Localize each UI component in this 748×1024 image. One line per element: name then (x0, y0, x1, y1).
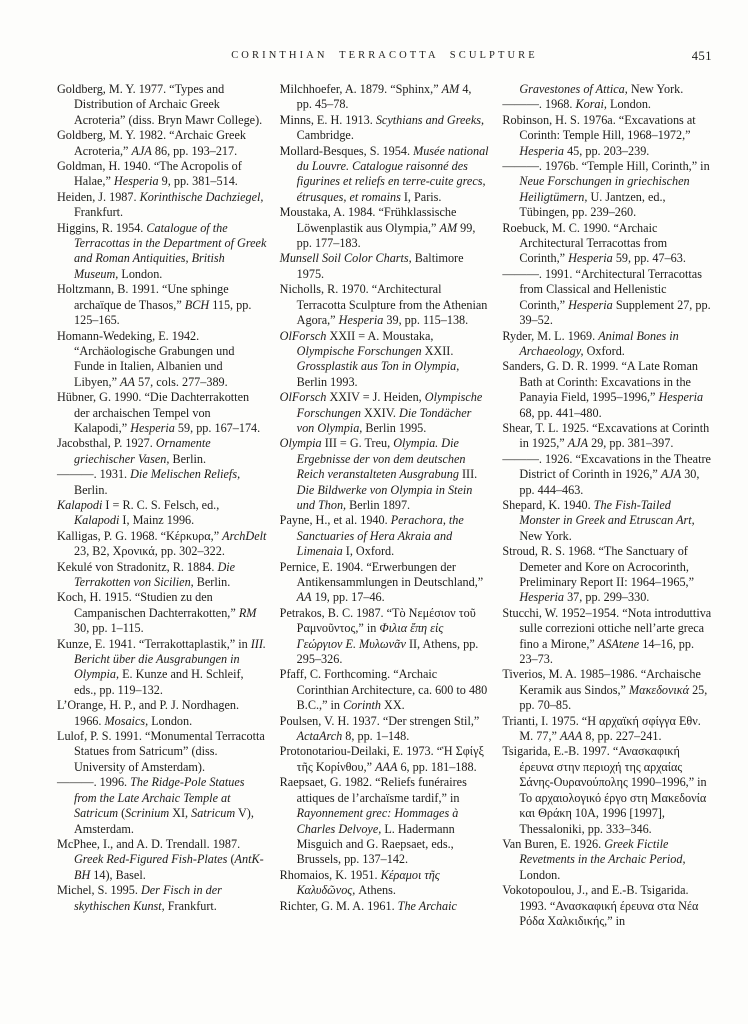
bib-entry (280, 329, 490, 391)
text-run: 30, pp. 444–463. (519, 467, 700, 497)
text-run: Cambridge. (296, 128, 354, 143)
text-run: Michel, S. 1995. (57, 883, 141, 898)
text-run: AJA (131, 143, 152, 158)
text-run: 14), Basel. (90, 867, 146, 882)
bibliography-column (280, 82, 490, 929)
text-run: XXIV = J. Heiden, (326, 390, 425, 405)
text-run: 6, pp. 181–188. (397, 759, 477, 774)
text-run: 23, B2, Χρονικά, pp. 302–322. (74, 544, 225, 559)
text-run: OlForsch (279, 390, 327, 405)
text-run: I, Mainz 1996. (119, 513, 195, 528)
bib-entry (57, 190, 267, 221)
text-run: III. Bericht über die Ausgrabungen in Olympia, (74, 636, 266, 682)
text-run: Hesperia (568, 251, 613, 266)
bib-entry (502, 606, 712, 668)
text-run: Van Buren, E. 1926. (502, 836, 605, 851)
bib-entry (57, 82, 267, 128)
text-run: 29, pp. 381–397. (588, 436, 674, 451)
text-run: The Archaic (397, 898, 457, 913)
bib-entry (502, 421, 712, 452)
text-run: ArchDelt (222, 528, 267, 543)
text-run: Homann-Wedeking, E. 1942. “Archäologische Grabungen und Funde in Italien, Albanien und Libyen,” (57, 328, 235, 389)
bib-entry (57, 698, 267, 729)
text-run: XXII. (421, 343, 454, 358)
text-run: Satricum (191, 806, 236, 821)
text-run: Der Fisch in der skythischen Kunst, (74, 883, 222, 913)
text-run: AA (296, 590, 312, 605)
text-run: Rayonnement grec: Hommages à Charles Delvoye, (296, 806, 459, 836)
text-run: AJA (660, 467, 682, 482)
text-run: The Fish-Tailed Monster in Greek and Etruscan Art, (519, 497, 695, 528)
text-run: Φιλια ἔπη εἰς Γεώργιον Ε. Μυλωνᾶν (296, 621, 444, 651)
bib-entry (502, 883, 712, 929)
text-run: Richter, G. M. A. 1961. (279, 898, 398, 913)
bib-entry (280, 282, 490, 328)
bib-entry (502, 544, 712, 606)
text-run: Scrinium (125, 806, 170, 821)
text-run: 37, pp. 299–330. (564, 590, 650, 605)
text-run: ΑΑΑ (375, 759, 398, 774)
text-run: The Ridge-Pole Statues from the Late Archaic Temple at Satricum (74, 775, 245, 821)
text-run: AM (439, 220, 458, 235)
text-run: 39, pp. 115–138. (383, 313, 469, 328)
text-run: Animal Bones in Archaeology, (519, 328, 679, 358)
text-run: ———. 1968. (502, 97, 576, 112)
bib-entry (280, 775, 490, 867)
bib-entry (280, 436, 490, 513)
text-run: ΑΑΑ (559, 729, 583, 744)
text-run: Mosaics, (104, 713, 149, 728)
bib-entry (502, 359, 712, 421)
text-run: Roebuck, M. C. 1990. “Archaic Architectural Terracottas from Corinth,” (502, 220, 668, 266)
text-run: Scythians and Greeks, (375, 112, 485, 127)
text-run: 8, pp. 227–241. (582, 729, 662, 744)
bib-entry (502, 82, 712, 97)
text-run: Olympia (279, 436, 322, 451)
text-run: Olympia. Die Ergebnisse der von dem deutschen Reich veranstalteten Ausgrabung (296, 436, 466, 482)
bib-entry (57, 436, 267, 467)
text-run: ASAtene (597, 636, 640, 651)
text-run: Rhomaios, K. 1951. (279, 867, 381, 882)
text-run: L. Hadermann Misguich and G. Raepsaet, eds., Brussels, pp. 137–142. (296, 821, 455, 867)
bib-entry (57, 282, 267, 328)
text-run: Trianti, I. 1975. “Η αρχαϊκή σφίγγα Εθν. Μ. 77,” (502, 713, 701, 744)
text-run: Oxford. (583, 343, 625, 358)
text-run: Μακεδονικά (629, 682, 690, 697)
text-run: AM (441, 82, 460, 96)
bib-entry (280, 144, 490, 206)
text-run: Hesperia (519, 590, 565, 605)
text-run: Raepsaet, G. 1982. “Reliefs funéraires attiques de l’archaïsme tardif,” in (279, 775, 467, 805)
text-run: Neue Forschungen in griechischen Heiligtümern, (519, 174, 690, 204)
text-run: Protonotariou-Deilaki, E. 1973. “Ἡ Σφίγξ τῆς Κορίνθου,” (279, 744, 484, 774)
bib-entry (502, 714, 712, 745)
text-run: XI, (169, 806, 192, 821)
text-run: 57, cols. 277–389. (134, 374, 228, 389)
text-run: Hübner, G. 1990. “Die Dachterrakotten der archaischen Tempel von Kalapodi,” (57, 390, 250, 435)
text-run: E. Kunze and H. Schleif, eds., pp. 119–132. (74, 667, 244, 697)
text-run: London. (519, 867, 561, 882)
text-run: 99, pp. 177–183. (296, 220, 476, 251)
text-run: McPhee, I., and A. D. Trendall. 1987. (57, 836, 241, 851)
text-run: Shepard, K. 1940. (502, 497, 594, 512)
text-run: ———. 1931. (57, 467, 131, 482)
text-run: Die Tondächer von Olympia, (296, 405, 472, 435)
bib-entry (502, 452, 712, 498)
bib-entry (57, 498, 267, 529)
text-run: 59, pp. 167–174. (174, 420, 261, 435)
text-run: Hesperia (519, 143, 565, 158)
text-run: XXIV. (360, 405, 400, 420)
text-run: Baltimore 1975. (296, 251, 464, 281)
text-run: II, Athens, pp. 295–326. (296, 636, 479, 667)
bib-entry (57, 128, 267, 159)
text-run: Frankfurt. (74, 205, 124, 220)
text-run: Koch, H. 1915. “Studien zu den Campanischen Dachterrakotten,” (57, 590, 239, 620)
text-run: 4, pp. 45–78. (296, 82, 472, 112)
text-run: 68, pp. 441–480. (519, 405, 602, 420)
text-run: 86, pp. 193–217. (151, 143, 238, 158)
bib-entry (57, 729, 267, 775)
bib-entry (280, 513, 490, 559)
bib-entry (280, 390, 490, 436)
bib-entry (502, 97, 712, 112)
text-run: ( (227, 852, 235, 867)
bib-entry (57, 775, 267, 837)
text-run: Musée national du Louvre. Catalogue raisonné des figurines et reliefs en terre-cuite grecs, étrusques, et romains (296, 143, 489, 204)
text-run: ———. 1991. “Architectural Terracottas from Classical and Hellenistic Corinth,” (502, 266, 702, 312)
text-run: 19, pp. 17–46. (311, 590, 385, 605)
text-run: Kalapodi (74, 513, 120, 528)
bib-entry (502, 267, 712, 329)
text-run: London. (148, 713, 193, 728)
bib-entry (57, 329, 267, 391)
text-run: Hesperia (113, 174, 159, 189)
text-run: Frankfurt. (164, 898, 217, 913)
text-run: III = G. Treu, (321, 436, 394, 451)
text-run: Hesperia (338, 313, 384, 328)
text-run: Heiden, J. 1987. (57, 189, 140, 204)
bib-entry (502, 667, 712, 713)
text-run: Lulof, P. S. 1991. “Monumental Terracotta Statues from Satricum” (diss. University of Amsterdam). (57, 729, 265, 774)
text-run: Berlin 1995. (362, 420, 427, 435)
bib-entry (280, 714, 490, 745)
text-run: AJA (567, 436, 589, 451)
text-run: Grossplastik aus Ton in Olympia, (296, 359, 460, 374)
text-run: Die Terrakotten von Sicilien, (74, 559, 236, 589)
text-run: XXII = A. Moustaka, (326, 328, 434, 343)
bib-entry (502, 744, 712, 836)
bib-entry (280, 899, 490, 914)
text-run: Vokotopoulou, J., and E.-B. Tsigarida. 1993. “Ανασκαφική έρευνα στα Νέα Ρόδα Χαλκιδικής,” in (502, 883, 699, 928)
bibliography-column (502, 82, 712, 929)
text-run: AA (120, 374, 135, 389)
bib-entry (502, 221, 712, 267)
text-run: 115, pp. 125–165. (74, 297, 252, 328)
text-run: Korinthische Dachziegel, (139, 189, 264, 204)
text-run: Shear, T. L. 1925. “Excavations at Corinth in 1925,” (502, 420, 710, 451)
bib-entry (57, 590, 267, 636)
bib-entry (502, 159, 712, 221)
text-run: III. (458, 467, 478, 482)
text-run: V), Amsterdam. (74, 806, 254, 836)
bib-entry (280, 868, 490, 899)
text-run: Hesperia (130, 420, 175, 435)
text-run: Kunze, E. 1941. “Terrakottaplastik,” in (57, 636, 251, 651)
text-run: Berlin. (74, 482, 108, 497)
text-run: Tiverios, M. A. 1985–1986. “Archaische Keramik aus Sindos,” (502, 667, 701, 697)
bib-entry (502, 837, 712, 883)
text-run: ———. 1926. “Excavations in the Theatre District of Corinth in 1926,” (502, 451, 711, 482)
text-run: Petrakos, B. C. 1987. “Τὸ Νεμέσιον τοῦ Ραμνοῦντος,” in (279, 605, 476, 636)
bib-entry (57, 467, 267, 498)
text-run: Moustaka, A. 1984. “Frühklassische Löwenplastik aus Olympia,” (279, 205, 457, 235)
bib-entry (57, 560, 267, 591)
bib-entry (280, 205, 490, 251)
text-run: 9, pp. 381–514. (158, 174, 238, 189)
bibliography-column (57, 82, 267, 929)
bib-entry (57, 390, 267, 436)
page-number: 451 (691, 49, 712, 63)
bibliography-columns (57, 82, 712, 929)
text-run: Poulsen, V. H. 1937. “Der strengen Stil,” (279, 713, 480, 728)
bib-entry (280, 667, 490, 713)
bib-entry (280, 251, 490, 282)
text-run: Catalogue of the Terracottas in the Department of Greek and Roman Antiquities, British Museum, (74, 220, 267, 281)
text-run: Holtzmann, B. 1991. “Une sphinge archaïque de Thasos,” (57, 282, 229, 312)
text-run: Sanders, G. D. R. 1999. “A Late Roman Bath at Corinth: Excavations in the Panayia Field, 1995–1996,” (502, 359, 698, 405)
text-run: ActaArch (296, 729, 343, 744)
text-run: Payne, H., et al. 1940. (279, 513, 391, 528)
text-run: 45, pp. 203–239. (564, 143, 650, 158)
text-run: Berlin 1993. (296, 374, 358, 389)
text-run: Tsigarida, E.-B. 1997. “Ανασκαφική έρευνα στην περιοχή της αρχαίας Σάνης-Ουρανούπολης 1990–1996,” in Το αρχαιολογικό έργο στη Μακεδονία και Θράκη 10Α, 1996 [1997], Thessaloniki, pp. 333–346. (502, 744, 707, 836)
text-run: Greek Fictile Revetments in the Archaic Period, (519, 836, 686, 867)
text-run: Robinson, H. S. 1976a. “Excavations at Corinth: Temple Hill, 1968–1972,” (502, 112, 696, 143)
text-run: Kekulé von Stradonitz, R. 1884. (57, 559, 218, 574)
bib-entry (280, 560, 490, 606)
text-run: Munsell Soil Color Charts, (279, 251, 412, 266)
text-run: L’Orange, H. P., and P. J. Nordhagen. 1966. (57, 698, 239, 728)
text-run: Olympische Forschungen (296, 343, 422, 358)
text-run: Stucchi, W. 1952–1954. “Nota introduttiva sulle correzioni ottiche nell’arte greca fino a Mirone,” (502, 605, 712, 651)
text-run: 30, pp. 1–115. (74, 621, 144, 636)
text-run: Hesperia (658, 390, 704, 405)
text-run: Perachora, the Sanctuaries of Hera Akraia and Limenaia (296, 513, 464, 559)
text-run: ———. 1996. (57, 775, 131, 790)
bib-entry (280, 606, 490, 668)
text-run: ( (118, 806, 126, 821)
text-run: Nicholls, R. 1970. “Architectural Terracotta Sculpture from the Athenian Agora,” (279, 282, 488, 328)
text-run: RM (238, 605, 257, 620)
bib-entry (57, 529, 267, 560)
bib-entry (280, 82, 490, 113)
text-run: Higgins, R. 1954. (57, 220, 147, 235)
text-run: Jacobsthal, P. 1927. (57, 436, 156, 451)
bib-entry (502, 498, 712, 544)
text-run: Die Melischen Reliefs, (130, 467, 241, 482)
text-run: Ryder, M. L. 1969. (502, 328, 599, 343)
text-run: Ornamente griechischer Vasen, (74, 436, 211, 466)
text-run: U. Jantzen, ed., Tübingen, pp. 239–260. (519, 189, 666, 220)
bib-entry (57, 883, 267, 914)
text-run: Kalligas, P. G. 1968. “Κέρκυρα,” (57, 528, 223, 543)
bib-entry (280, 744, 490, 775)
text-run: London. (118, 266, 163, 281)
text-run: Goldberg, M. Y. 1982. “Archaic Greek Acroteria,” (57, 128, 246, 158)
text-run: Greek Red-Figured Fish-Plates (74, 852, 228, 867)
bib-entry (57, 159, 267, 190)
text-run: Corinth (343, 698, 381, 713)
text-run: Κέραμοι τῆς Καλυδῶνος, (296, 867, 440, 898)
text-run: 59, pp. 47–63. (612, 251, 686, 266)
text-run: Gravestones of Attica, (519, 82, 628, 96)
text-run: OlForsch (279, 328, 327, 343)
text-run: Minns, E. H. 1913. (279, 112, 376, 127)
text-run: Hesperia (568, 297, 613, 312)
text-run: I, Oxford. (342, 544, 395, 559)
text-run: Pernice, E. 1904. “Erwerbungen der Antikensammlungen in Deutschland,” (279, 559, 484, 589)
text-run: Korai, (575, 97, 607, 112)
bib-entry (502, 329, 712, 360)
text-run: Pfaff, C. Forthcoming. “Archaic Corinthian Architecture, ca. 600 to 480 B.C.,” in (279, 667, 488, 713)
bib-entry (280, 113, 490, 144)
text-run: 14–16, pp. 23–73. (519, 636, 695, 667)
text-run: Berlin. (169, 451, 207, 466)
bib-entry (502, 113, 712, 159)
running-header (57, 50, 712, 66)
text-run: Olympische Forschungen (296, 390, 483, 420)
text-run: New York. (519, 528, 572, 543)
text-run: Stroud, R. S. 1968. “The Sanctuary of Demeter and Kore on Acrocorinth, Preliminary Report II: 1964–1965,” (502, 544, 694, 589)
text-run: London. (606, 97, 651, 112)
text-run: ———. 1976b. “Temple Hill, Corinth,” in (502, 159, 710, 174)
text-run: BCH (184, 297, 210, 312)
text-run: 8, pp. 1–148. (342, 729, 410, 744)
text-run: Goldberg, M. Y. 1977. “Types and Distribution of Archaic Greek Acroteria” (diss. Bryn Mawr College). (57, 82, 263, 127)
text-run: New York. (627, 82, 684, 96)
text-run: Die Bildwerke von Olympia in Stein und Thon, (296, 482, 473, 512)
bib-entry (57, 637, 267, 699)
text-run: AntK-BH (74, 852, 264, 882)
bib-entry (57, 221, 267, 283)
text-run: Goldman, H. 1940. “The Acropolis of Halae,” (57, 159, 242, 189)
text-run: Berlin. (193, 575, 231, 589)
text-run: XX. (381, 698, 405, 713)
text-run: Milchhoefer, A. 1879. “Sphinx,” (279, 82, 442, 96)
text-run: 25, pp. 70–85. (519, 682, 708, 713)
text-run: Supplement 27, pp. 39–52. (519, 297, 711, 328)
bib-entry (57, 837, 267, 883)
text-run: I, Paris. (400, 189, 442, 204)
text-run: I = R. C. S. Felsch, ed., (102, 497, 220, 512)
text-run: Kalapodi (57, 497, 103, 512)
text-run: Mollard-Besques, S. 1954. (279, 143, 414, 158)
text-run: Athens. (355, 883, 396, 898)
running-header-title: CORINTHIAN TERRACOTTA SCULPTURE (231, 50, 538, 61)
text-run: Berlin 1897. (346, 497, 411, 512)
